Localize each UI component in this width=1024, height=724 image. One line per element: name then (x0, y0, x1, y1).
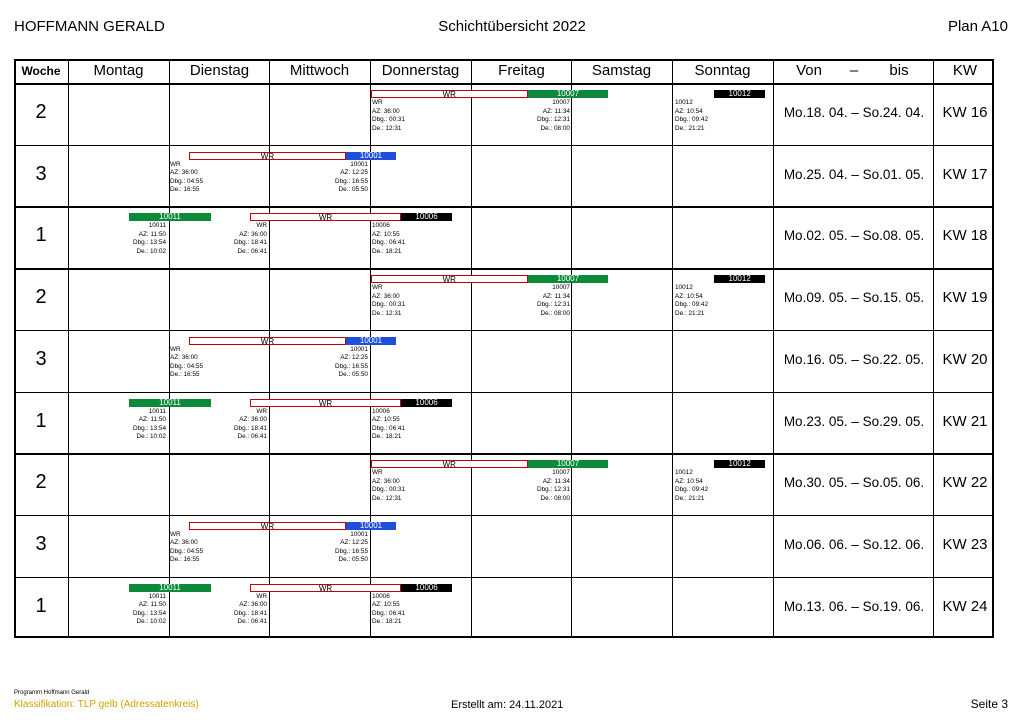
date-range: Mo.06. 06. – So.12. 06. (783, 536, 925, 552)
page-title: Schichtübersicht 2022 (438, 18, 586, 35)
shift-detail-line: 10012 (675, 99, 693, 106)
plan-label: Plan A10 (947, 18, 1008, 35)
shift-detail (272, 161, 368, 195)
kw-label: KW 16 (942, 104, 988, 121)
shift-bar-green: 10011 (129, 584, 212, 592)
shift-detail-line: Dbg.: 12:31 (536, 486, 570, 494)
header-woche: Woche (21, 64, 61, 78)
shift-detail-line: 10001 (350, 160, 368, 168)
shift-detail (372, 284, 405, 318)
shift-detail-line: AZ: 36:00 (372, 477, 400, 485)
shift-detail-line: De.: 12:31 (372, 309, 402, 317)
shift-detail-line: Dbg.: 16:55 (334, 362, 368, 370)
shift-detail-line: De.: 21:21 (675, 309, 705, 317)
shift-detail-line: AZ: 36:00 (372, 107, 400, 115)
shift-detail-line: De.: 05:50 (338, 371, 368, 379)
kw-label: KW 24 (942, 597, 988, 615)
shift-bar-wr: WR (189, 152, 346, 160)
shift-detail-line: Dbg.: 13:54 (132, 239, 166, 247)
shift-detail (474, 469, 570, 503)
footer-page-number: Seite 3 (970, 697, 1008, 711)
date-range: Mo.23. 05. – So.29. 05. (783, 413, 925, 429)
shift-bar-blue: 10001 (346, 522, 397, 530)
shift-detail-line: De.: 16:55 (170, 186, 200, 194)
shift-detail-line: AZ: 10:55 (372, 601, 400, 609)
shift-bar-blue: 10001 (346, 337, 397, 345)
woche-number: 2 (35, 101, 47, 123)
shift-detail-line: Dbg.: 04:55 (170, 362, 204, 370)
shift-detail (675, 469, 708, 503)
shift-detail-line: 10006 (372, 407, 390, 415)
shift-bar-green: 10007 (528, 90, 609, 98)
shift-detail-line: De.: 18:21 (372, 618, 402, 626)
kw-label: KW 19 (942, 289, 988, 307)
row-divider (14, 453, 994, 455)
shift-detail-line: WR (170, 345, 181, 353)
shift-detail (675, 284, 708, 318)
shift-detail (170, 531, 203, 565)
shift-detail-line: 10012 (675, 469, 693, 477)
shift-detail (372, 408, 405, 442)
shift-detail-line: Dbg.: 12:31 (536, 116, 570, 123)
shift-bar-black: 10012 (714, 460, 765, 468)
woche-number: 1 (35, 409, 47, 432)
shift-detail-line: Dbg.: 18:41 (233, 424, 267, 432)
shift-detail-line: De.: 10:02 (136, 247, 166, 255)
shift-detail (474, 99, 570, 133)
shift-detail-line: De.: 10:02 (136, 433, 166, 440)
shift-detail-line: AZ: 36:00 (239, 601, 267, 609)
shift-detail-line: Dbg.: 06:41 (372, 239, 406, 247)
shift-detail-line: De.: 05:50 (338, 556, 368, 564)
woche-number: 1 (35, 594, 47, 617)
woche-number: 2 (35, 471, 47, 494)
shift-detail (171, 593, 267, 627)
shift-detail-line: AZ: 11:50 (138, 601, 166, 609)
shift-detail-line: Dbg.: 09:42 (675, 301, 709, 309)
kw-label: KW 17 (942, 165, 988, 183)
shift-detail (372, 222, 405, 256)
shift-bar-green: 10011 (129, 399, 212, 407)
shift-bar-wr: WR (371, 275, 528, 283)
shift-detail-line: WR (372, 99, 383, 106)
shift-bar-wr: WR (189, 337, 346, 345)
shift-detail-line: Dbg.: 18:41 (233, 609, 267, 617)
shift-table (14, 59, 994, 638)
shift-detail-line: 10007 (552, 284, 570, 292)
shift-detail (171, 408, 267, 442)
shift-detail-line: Dbg.: 06:41 (372, 424, 406, 432)
header-divider (14, 83, 994, 85)
shift-detail-line: De.: 12:31 (372, 124, 402, 132)
shift-detail-line: WR (256, 592, 267, 600)
shift-detail-line: AZ: 36:00 (239, 230, 267, 238)
shift-detail-line: WR (256, 222, 267, 230)
shift-detail-line: AZ: 12:25 (340, 169, 368, 177)
shift-bar-wr: WR (250, 584, 402, 592)
shift-detail-line: AZ: 11:34 (542, 477, 570, 485)
footer-created-date: Erstellt am: 24.11.2021 (451, 699, 564, 711)
shift-bar-black: 10006 (401, 584, 452, 592)
shift-detail-line: De.: 21:21 (675, 494, 705, 502)
shift-detail-line: AZ: 36:00 (372, 292, 400, 300)
row-divider (14, 206, 994, 208)
shift-detail (372, 469, 405, 503)
shift-detail-line: AZ: 36:00 (170, 354, 198, 362)
shift-bar-blue: 10001 (346, 152, 397, 160)
shift-detail-line: 10006 (372, 592, 390, 600)
shift-detail-line: WR (372, 284, 383, 292)
shift-detail-line: 10001 (350, 345, 368, 353)
shift-detail-line: De.: 08:00 (540, 309, 570, 317)
shift-detail-line: WR (256, 407, 267, 415)
shift-detail (170, 346, 203, 380)
woche-number: 3 (35, 162, 47, 185)
shift-detail-line: Dbg.: 00:31 (372, 116, 406, 123)
header-day: Samstag (591, 62, 652, 79)
shift-bar-wr: WR (189, 522, 346, 530)
shift-detail-line: Dbg.: 09:42 (675, 116, 709, 123)
shift-detail-line: De.: 08:00 (540, 494, 570, 502)
shift-detail-line: De.: 10:02 (136, 618, 166, 626)
shift-detail-line: De.: 18:21 (372, 433, 402, 440)
shift-bar-green: 10007 (528, 460, 609, 468)
shift-detail-line: De.: 18:21 (372, 247, 402, 255)
shift-detail-line: Dbg.: 09:42 (675, 486, 709, 494)
kw-label: KW 22 (942, 474, 988, 492)
shift-detail-line: WR (372, 469, 383, 477)
woche-number: 2 (35, 286, 47, 309)
shift-bar-black: 10012 (714, 90, 765, 98)
shift-detail-line: AZ: 36:00 (239, 416, 267, 423)
table-border-bottom (14, 636, 994, 638)
shift-detail-line: 10012 (675, 284, 693, 292)
shift-detail-line: De.: 12:31 (372, 494, 402, 502)
woche-number: 3 (35, 347, 47, 370)
shift-bar-black: 10012 (714, 275, 765, 283)
shift-detail-line: AZ: 12:25 (340, 539, 368, 547)
shift-detail-line: Dbg.: 06:41 (372, 609, 406, 617)
shift-detail-line: AZ: 11:34 (542, 107, 570, 115)
shift-detail-line: AZ: 10:55 (372, 230, 400, 238)
shift-detail-line: De.: 06:41 (237, 247, 267, 255)
header-day: Donnerstag (381, 62, 460, 79)
shift-detail-line: De.: 21:21 (675, 124, 705, 132)
header-dash: – (849, 62, 859, 79)
shift-detail-line: AZ: 36:00 (170, 539, 198, 547)
shift-detail-line: AZ: 12:25 (340, 354, 368, 362)
date-range: Mo.30. 05. – So.05. 06. (783, 475, 925, 491)
shift-detail-line: De.: 08:00 (540, 124, 570, 132)
date-range: Mo.02. 05. – So.08. 05. (783, 228, 925, 244)
footer-program: Programm Hoffmann Gerald (14, 690, 90, 696)
header-von: Von (796, 62, 822, 79)
shift-detail-line: De.: 06:41 (237, 618, 267, 626)
date-range: Mo.09. 05. – So.15. 05. (783, 290, 925, 306)
shift-bar-wr: WR (250, 399, 402, 407)
date-range: Mo.18. 04. – So.24. 04. (783, 105, 925, 120)
kw-label: KW 23 (942, 535, 988, 553)
shift-detail-line: AZ: 36:00 (170, 169, 198, 177)
employee-name: HOFFMANN GERALD (14, 18, 165, 35)
row-divider (14, 330, 994, 332)
shift-detail (272, 531, 368, 565)
date-range: Mo.13. 06. – So.19. 06. (783, 598, 925, 614)
shift-bar-black: 10006 (401, 213, 452, 221)
shift-detail-line: 10011 (148, 592, 166, 600)
shift-detail-line: Dbg.: 18:41 (233, 239, 267, 247)
row-divider (14, 268, 994, 270)
header-kw: KW (952, 62, 978, 79)
kw-label: KW 18 (942, 227, 988, 245)
shift-detail-line: Dbg.: 00:31 (372, 486, 406, 494)
row-divider (14, 515, 994, 517)
footer-classification: Klassifikation: TLP gelb (Adressatenkreis) (14, 699, 199, 710)
header-day: Freitag (498, 62, 545, 79)
header-bis: bis (889, 62, 909, 79)
shift-detail-line: AZ: 11:34 (542, 292, 570, 300)
shift-detail-line: Dbg.: 16:55 (334, 547, 368, 555)
date-range: Mo.16. 05. – So.22. 05. (783, 351, 925, 367)
shift-detail-line: De.: 06:41 (237, 433, 267, 440)
shift-bar-green: 10007 (528, 275, 609, 283)
shift-detail-line: 10011 (148, 407, 166, 415)
row-divider (14, 145, 994, 147)
shift-bar-wr: WR (250, 213, 402, 221)
shift-detail (70, 222, 166, 256)
shift-detail-line: De.: 16:55 (170, 556, 200, 564)
shift-detail-line: AZ: 11:50 (138, 416, 166, 423)
header-day: Mittwoch (289, 62, 350, 79)
shift-detail-line: AZ: 10:54 (675, 107, 703, 115)
shift-detail-line: Dbg.: 16:55 (334, 177, 368, 185)
shift-detail-line: AZ: 10:55 (372, 416, 400, 423)
shift-bar-black: 10006 (401, 399, 452, 407)
shift-detail-line: WR (170, 530, 181, 538)
shift-detail-line: Dbg.: 04:55 (170, 177, 204, 185)
header-day: Sonntag (694, 62, 751, 79)
shift-detail-line: 10011 (148, 222, 166, 230)
row-divider (14, 577, 994, 579)
kw-label: KW 20 (942, 350, 988, 368)
woche-number: 1 (35, 224, 47, 247)
shift-detail (170, 161, 203, 195)
shift-detail-line: Dbg.: 13:54 (132, 424, 166, 432)
shift-bar-wr: WR (371, 90, 528, 98)
shift-detail-line: Dbg.: 04:55 (170, 547, 204, 555)
shift-bar-wr: WR (371, 460, 528, 468)
shift-detail-line: AZ: 10:54 (675, 292, 703, 300)
shift-detail-line: De.: 16:55 (170, 371, 200, 379)
shift-detail-line: 10007 (552, 469, 570, 477)
shift-detail-line: Dbg.: 13:54 (132, 609, 166, 617)
shift-detail (675, 99, 708, 133)
shift-detail (70, 593, 166, 627)
shift-detail-line: Dbg.: 00:31 (372, 301, 406, 309)
shift-detail (474, 284, 570, 318)
row-divider (14, 392, 994, 394)
shift-detail-line: WR (170, 160, 181, 168)
shift-detail-line: AZ: 11:50 (138, 230, 166, 238)
date-range: Mo.25. 04. – So.01. 05. (783, 166, 925, 182)
woche-number: 3 (35, 532, 47, 555)
kw-label: KW 21 (942, 412, 988, 430)
shift-detail-line: De.: 05:50 (338, 186, 368, 194)
header-day: Montag (93, 62, 144, 79)
shift-detail-line: AZ: 10:54 (675, 477, 703, 485)
header-day: Dienstag (189, 62, 250, 79)
shift-detail-line: 10001 (350, 530, 368, 538)
shift-detail-line: 10006 (372, 222, 390, 230)
shift-detail (272, 346, 368, 380)
shift-detail (171, 222, 267, 256)
shift-detail (70, 408, 166, 442)
shift-detail (372, 99, 405, 133)
shift-bar-green: 10011 (129, 213, 212, 221)
shift-detail-line: 10007 (552, 99, 570, 106)
shift-detail (372, 593, 405, 627)
shift-detail-line: Dbg.: 12:31 (536, 301, 570, 309)
